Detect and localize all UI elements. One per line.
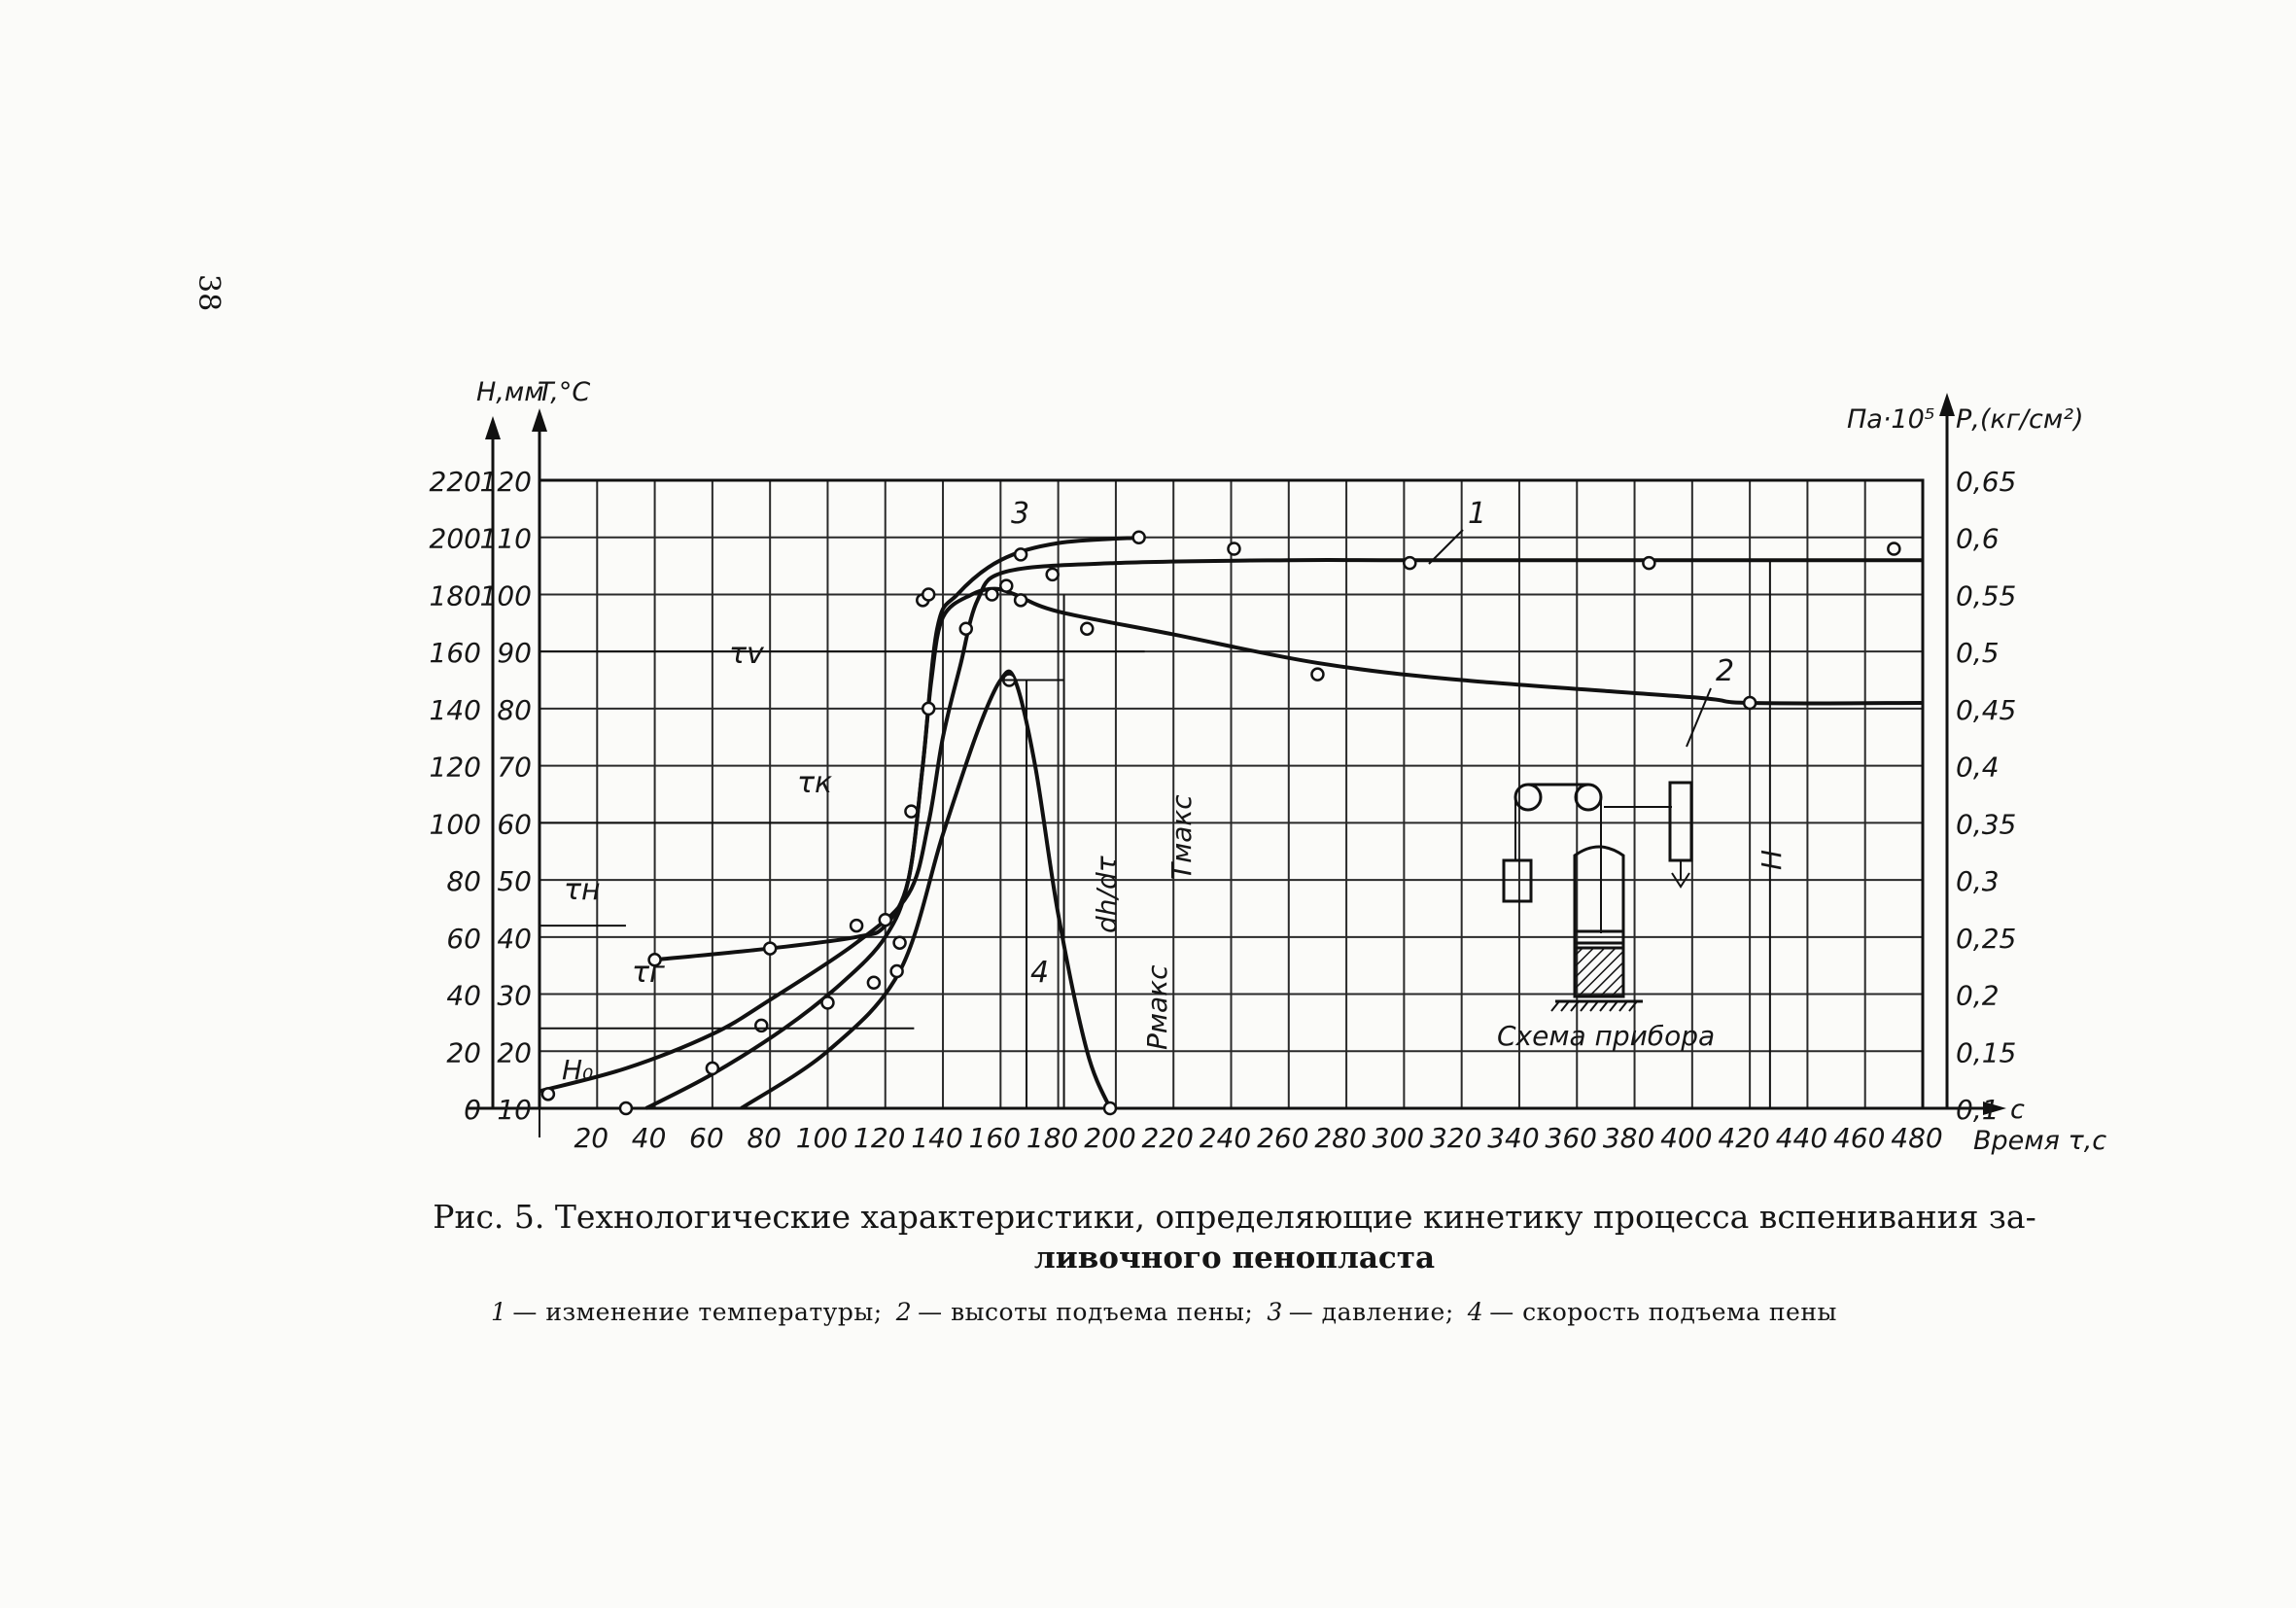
legend-number: 3 (1267, 1298, 1283, 1326)
t-axis-arrow (532, 408, 547, 432)
x-tick-label: 380 (1602, 1122, 1655, 1154)
h-tick-label: 0 (464, 1094, 481, 1126)
h0-label: Н₀ (562, 1054, 594, 1086)
x-unit-label: с (2010, 1095, 2025, 1125)
tau-g-label: τг (632, 956, 665, 990)
h-axis-arrow (485, 416, 501, 439)
pa-axis-title: Па·10⁵ (1847, 404, 1935, 435)
legend-text: — высоты подъема пены; (918, 1298, 1254, 1326)
t-tick-label: 50 (497, 865, 532, 898)
schema-foam (1575, 948, 1623, 996)
data-point-4 (1104, 1102, 1116, 1114)
legend-item (1468, 1298, 1837, 1326)
h-tick-label: 160 (429, 637, 481, 670)
x-tick-label: 80 (747, 1122, 782, 1154)
data-point-2 (894, 937, 906, 949)
legend-item (1267, 1298, 1453, 1326)
schema-recorder (1670, 783, 1691, 860)
legend-text: — скорость подъема пены (1489, 1298, 1837, 1326)
x-tick-label: 460 (1832, 1122, 1886, 1154)
data-point-2 (620, 1102, 632, 1114)
h-tick-label: 100 (429, 808, 481, 841)
x-tick-label: 440 (1775, 1122, 1828, 1154)
h-tick-label: 140 (429, 693, 481, 726)
x-tick-label: 60 (689, 1122, 724, 1154)
tau-k-label: τк (797, 766, 833, 800)
data-point-2 (868, 977, 880, 989)
t-tick-label: 10 (497, 1094, 532, 1126)
h-tick-label: 20 (446, 1036, 481, 1069)
p-tick-label: 0,25 (1956, 922, 2017, 955)
data-point-1 (1015, 594, 1026, 606)
figure-caption-line2: ливочного пенопласта (1033, 1241, 1436, 1276)
t-tick-label: 20 (497, 1036, 532, 1069)
t-tick-label: 110 (479, 522, 532, 555)
t-tick-label: 90 (497, 637, 532, 670)
legend-item (491, 1298, 883, 1326)
tau-v-label: τv (729, 637, 764, 671)
p-tick-label: 0,1 (1956, 1094, 2000, 1126)
pulley-right (1576, 785, 1601, 810)
t-tick-label: 70 (497, 751, 532, 784)
p-tick-label: 0,65 (1956, 466, 2017, 498)
h-tick-label: 120 (429, 751, 481, 784)
data-point-3 (922, 588, 934, 600)
data-point-1 (1744, 697, 1756, 709)
data-point-3 (905, 806, 917, 818)
p-tick-label: 0,15 (1956, 1036, 2017, 1069)
p-axis-arrow (1939, 393, 1955, 416)
schema-title: Схема прибора (1497, 1020, 1716, 1052)
data-point-2 (922, 703, 934, 715)
legend-number: 4 (1467, 1298, 1484, 1326)
p-tick-label: 0,4 (1956, 751, 2000, 784)
p-axis-title: Р,(кг/см²) (1956, 404, 2084, 435)
schema-recorder-arrow (1672, 860, 1689, 887)
h-tick-label: 60 (446, 922, 481, 955)
figure-caption-line1: Рис. 5. Технологические характеристики, определяющие кинетику процесса вспенивания за- (433, 1198, 2036, 1236)
t-tick-label: 40 (497, 922, 532, 955)
t-tick-label: 80 (497, 693, 532, 726)
p-tick-label: 0,35 (1956, 808, 2017, 841)
legend-number: 1 (491, 1298, 507, 1326)
height-label: Н (1756, 849, 1788, 870)
p-tick-label: 0,5 (1956, 637, 2000, 670)
curve-label-2: 2 (1716, 654, 1735, 688)
curve-label-3: 3 (1011, 497, 1030, 531)
data-point-3 (1133, 532, 1145, 543)
data-point-2 (1047, 569, 1059, 580)
x-tick-label: 400 (1660, 1122, 1713, 1154)
x-tick-label: 420 (1718, 1122, 1770, 1154)
data-point-4 (891, 965, 903, 977)
x-tick-label: 200 (1084, 1122, 1136, 1154)
t-tick-label: 100 (479, 579, 532, 612)
x-tick-label: 340 (1487, 1122, 1540, 1154)
x-tick-label: 280 (1314, 1122, 1367, 1154)
x-tick-label: 300 (1372, 1122, 1425, 1154)
x-tick-label: 360 (1545, 1122, 1597, 1154)
p-tick-label: 0,2 (1956, 979, 2000, 1012)
data-point-2 (1404, 557, 1415, 569)
data-point-1 (764, 943, 776, 955)
data-point-2 (755, 1020, 767, 1031)
x-tick-label: 480 (1891, 1122, 1943, 1154)
chart-axes (467, 393, 2006, 1115)
x-tick-label: 180 (1026, 1122, 1079, 1154)
x-tick-label: 320 (1429, 1122, 1482, 1154)
data-point-2 (542, 1088, 554, 1100)
data-point-2 (1000, 580, 1012, 592)
x-tick-label: 40 (631, 1122, 667, 1154)
legend-item (896, 1298, 1254, 1326)
data-point-2 (1888, 542, 1899, 554)
data-point-2 (707, 1063, 718, 1074)
h-tick-label: 180 (429, 579, 481, 612)
dh-dt-label: dh/dτ (1091, 856, 1123, 933)
data-point-2 (1228, 542, 1239, 554)
p-tick-label: 0,45 (1956, 693, 2017, 726)
p-tick-label: 0,55 (1956, 579, 2017, 612)
x-tick-label: 20 (574, 1122, 609, 1154)
pmax-label: Рмакс (1141, 964, 1173, 1050)
t-tick-label: 60 (497, 808, 532, 841)
tmax-label: Тмакс (1165, 794, 1198, 880)
data-point-1 (1081, 623, 1093, 635)
t-axis-title: T,°C (538, 377, 591, 407)
t-tick-label: 30 (497, 979, 532, 1012)
legend-number: 2 (895, 1298, 913, 1326)
legend-text: — давление; (1288, 1298, 1454, 1326)
h-tick-label: 200 (429, 522, 481, 555)
h-tick-label: 80 (446, 865, 481, 898)
x-axis-title: Время τ,с (1973, 1126, 2107, 1156)
data-point-1 (1311, 669, 1323, 681)
curve-label-4: 4 (1030, 956, 1050, 990)
x-tick-label: 220 (1141, 1122, 1194, 1154)
t-tick-label: 120 (479, 466, 532, 498)
h-tick-label: 40 (446, 979, 481, 1012)
figure-legend (491, 1298, 1930, 1326)
p-tick-label: 0,6 (1956, 522, 2000, 555)
data-point-2 (1643, 557, 1654, 569)
x-tick-label: 160 (968, 1122, 1022, 1154)
data-point-3 (1015, 548, 1026, 560)
data-point-1 (880, 914, 891, 926)
h-tick-label: 220 (429, 466, 481, 498)
tau-n-label: τн (564, 873, 601, 907)
page-number: 38 (191, 274, 226, 312)
data-point-2 (960, 623, 972, 635)
x-tick-label: 100 (795, 1122, 849, 1154)
data-point-2 (821, 996, 833, 1008)
p-tick-label: 0,3 (1956, 865, 2000, 898)
legend-text: — изменение температуры; (512, 1298, 883, 1326)
h-axis-title: Н,мм (476, 377, 544, 407)
curve-label-1: 1 (1468, 497, 1487, 531)
x-tick-label: 140 (911, 1122, 963, 1154)
x-tick-label: 120 (853, 1122, 906, 1154)
x-tick-label: 260 (1257, 1122, 1309, 1154)
x-tick-label: 240 (1199, 1122, 1252, 1154)
data-point-1 (851, 920, 862, 931)
data-point-1 (986, 588, 997, 600)
